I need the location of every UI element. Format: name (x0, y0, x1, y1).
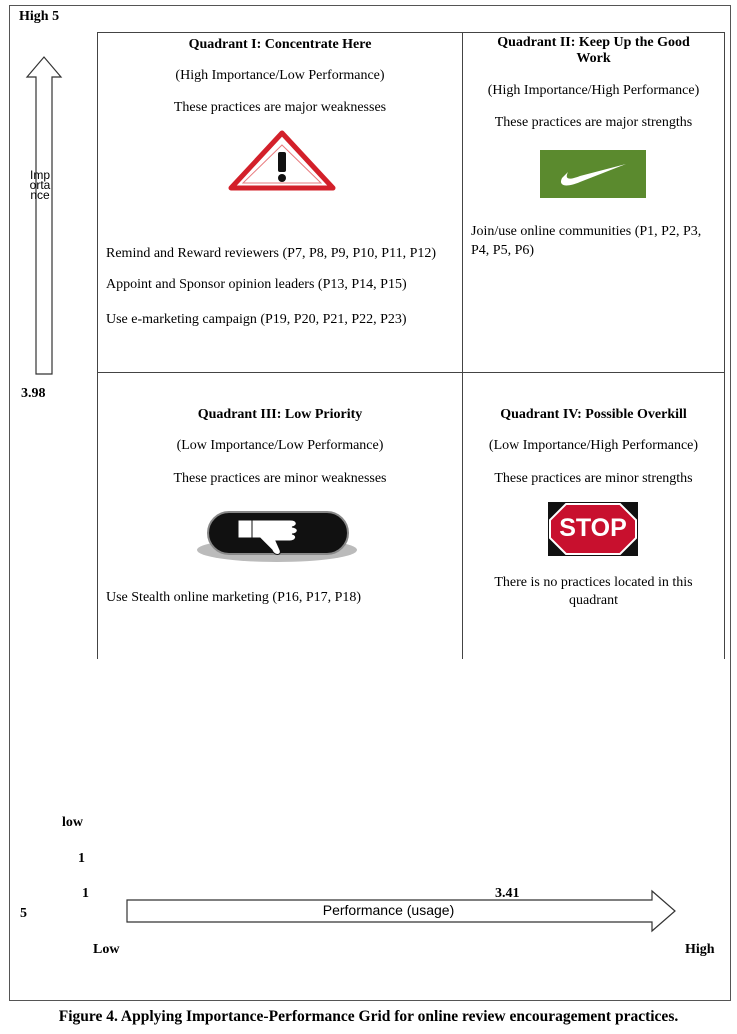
x-axis-one-a: 1 (78, 851, 85, 866)
y-axis-mid-value: 3.98 (21, 386, 46, 401)
quadrant-3-item: Use Stealth online marketing (P16, P17, P18) (106, 590, 362, 605)
quadrant-2-subtitle: (High Importance/High Performance) (487, 83, 700, 98)
quadrant-2-title: Quadrant II: Keep Up the Good Work (497, 35, 690, 66)
checkmark-icon (540, 150, 646, 198)
quadrant-1-item: Remind and Reward reviewers (P7, P8, P9, P10, P11, P12) (106, 246, 437, 261)
stop-sign-icon (548, 502, 638, 556)
warning-icon (228, 130, 336, 192)
quadrant-3 (98, 374, 462, 605)
quadrant-3-desc: These practices are minor weaknesses (173, 471, 387, 486)
figure-caption: Figure 4. Applying Importance-Performance Grid for online review encouragement practices. (58, 1008, 679, 1025)
x-axis-five: 5 (20, 906, 27, 921)
y-axis-top-label: High 5 (19, 9, 60, 24)
quadrant-1-title: Quadrant I: Concentrate Here (188, 37, 372, 52)
x-axis-low-word: low (62, 815, 83, 830)
quadrant-1-item: Use e-marketing campaign (P19, P20, P21, P22, P23) (106, 312, 407, 327)
grid-right-line (724, 32, 725, 659)
quadrant-1-desc: These practices are major weaknesses (173, 100, 387, 115)
thumbs-down-icon (194, 506, 360, 566)
x-axis-one-b: 1 (82, 886, 89, 901)
quadrant-3-title: Quadrant III: Low Priority (197, 407, 363, 422)
quadrant-2-desc: These practices are major strengths (494, 115, 693, 130)
quadrant-2-item: Join/use online communities (P1, P2, P3, P4, P5, P6) (471, 224, 702, 258)
quadrant-1-items (106, 244, 451, 329)
quadrant-4-desc: These practices are minor strengths (494, 471, 693, 486)
x-axis-left-label: Low (93, 942, 120, 957)
stop-sign-text: STOP (559, 514, 627, 542)
quadrant-1-subtitle: (High Importance/Low Performance) (175, 68, 385, 83)
quadrant-4-item: There is no practices located in this quadrant (494, 575, 693, 608)
quadrant-4-subtitle: (Low Importance/High Performance) (488, 438, 699, 453)
quadrant-4 (463, 374, 724, 608)
quadrant-3-subtitle: (Low Importance/Low Performance) (176, 438, 384, 453)
quadrant-1-item: Appoint and Sponsor opinion leaders (P13, P14, P15) (106, 277, 407, 292)
x-axis-right-label: High (685, 942, 715, 957)
grid-horizontal-divider (97, 372, 725, 373)
quadrant-2 (463, 34, 724, 258)
quadrant-1 (98, 34, 462, 327)
grid-top-line (97, 32, 725, 33)
quadrant-4-title: Quadrant IV: Possible Overkill (500, 407, 687, 422)
grid-left-line (97, 32, 98, 659)
importance-arrow-label: Importance (29, 168, 51, 202)
x-axis-mid-value: 3.41 (495, 886, 520, 901)
performance-arrow-label: Performance (usage) (322, 902, 455, 918)
